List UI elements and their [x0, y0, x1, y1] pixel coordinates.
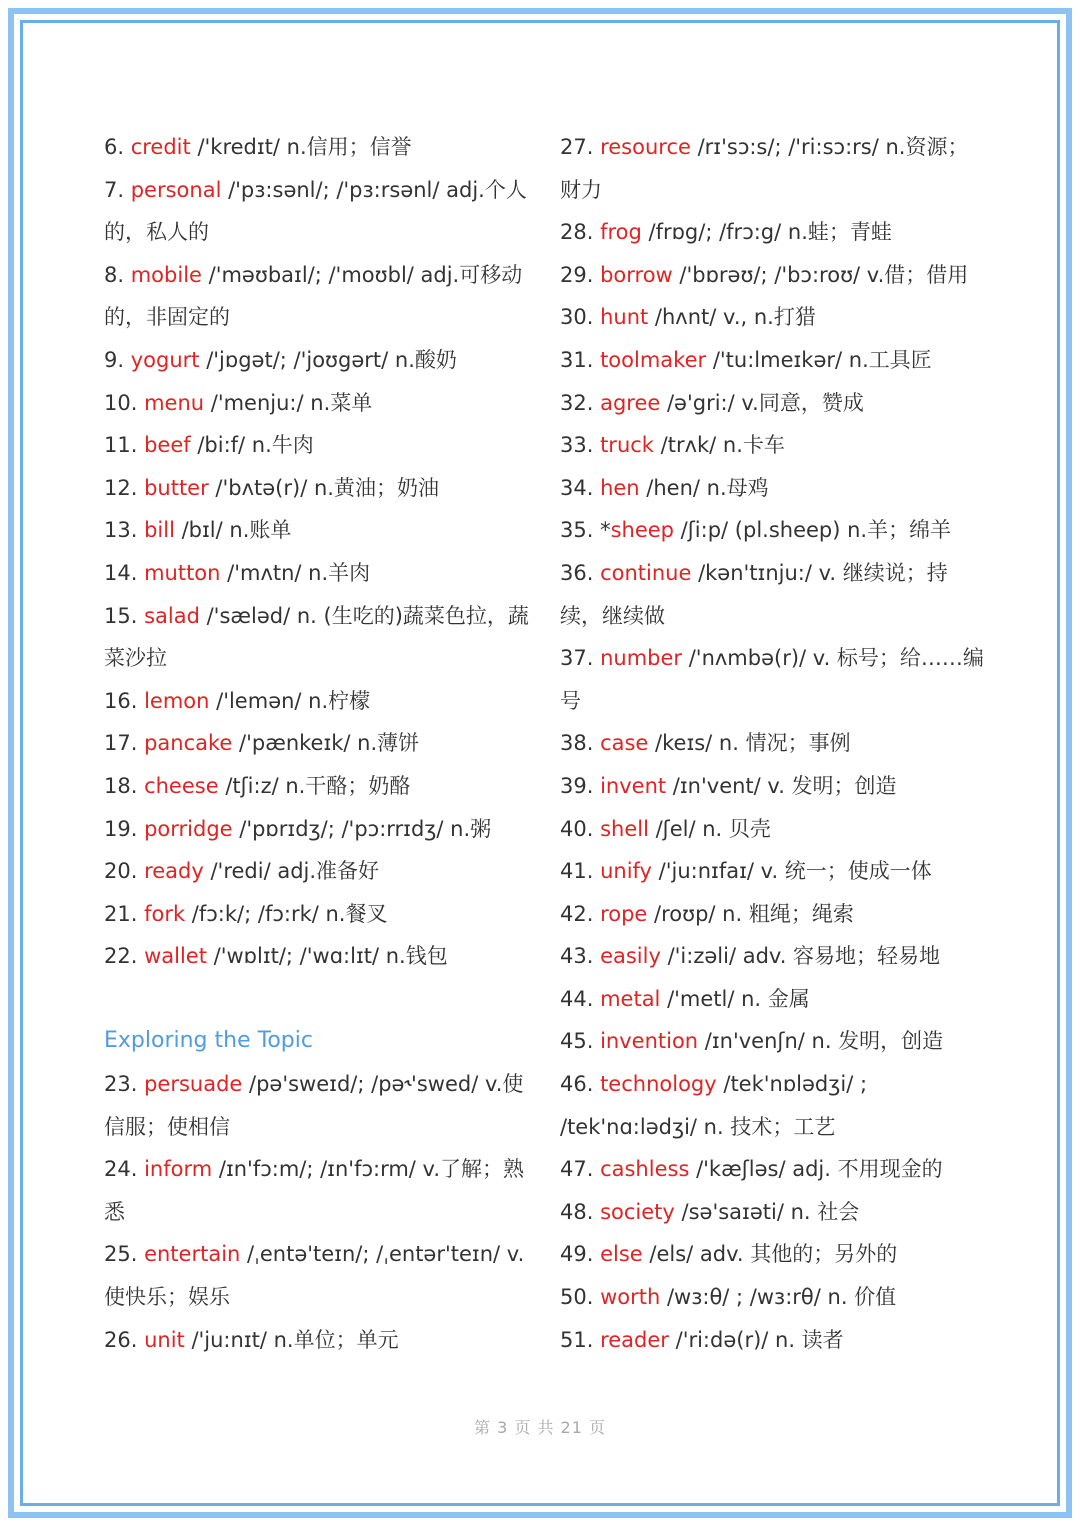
entry-definition: /ɪn'venʃn/ n. 发明，创造 — [698, 1029, 944, 1054]
vocab-word: bill — [144, 518, 175, 543]
entry-definition: /ʃel/ n. 贝壳 — [648, 816, 771, 841]
vocab-word: continue — [600, 560, 692, 585]
vocab-entry — [104, 893, 529, 936]
vocab-entry — [104, 382, 529, 425]
vocab-entry — [560, 1020, 985, 1063]
entry-definition: /'pɒrɪdʒ/; /'pɔ:rrɪdʒ/ n.粥 — [232, 816, 492, 841]
right-column — [560, 126, 985, 1361]
vocab-word: agree — [600, 390, 661, 415]
section-heading: Exploring the Topic — [104, 1028, 313, 1054]
entry-number: 29. — [560, 262, 601, 287]
entry-number: 39. — [560, 773, 601, 798]
vocab-entry — [560, 211, 985, 254]
entry-definition: /'tu:lmeɪkər/ n.工具匠 — [706, 347, 932, 372]
vocab-word: society — [600, 1199, 675, 1224]
vocab-word: metal — [600, 986, 661, 1011]
entry-number: 7. — [104, 177, 131, 202]
vocab-word: mobile — [130, 262, 202, 287]
vocab-entry — [560, 935, 985, 978]
vocab-entry — [104, 680, 529, 723]
entry-number: 14. — [104, 560, 145, 585]
vocab-entry — [560, 765, 985, 808]
entry-number: 38. — [560, 731, 601, 756]
vocab-entry — [560, 296, 985, 339]
entry-definition: /bi:f/ n.牛肉 — [190, 433, 314, 458]
vocab-word: frog — [600, 220, 642, 245]
page-number: 第 3 页 共 21 页 — [474, 1418, 606, 1437]
vocab-word: cheese — [144, 773, 219, 798]
vocab-entry — [560, 1191, 985, 1234]
vocab-entry — [104, 1148, 529, 1233]
vocab-entry — [104, 595, 529, 680]
entry-definition: /'i:zəli/ adv. 容易地；轻易地 — [660, 944, 941, 969]
entry-definition: /'metl/ n. 金属 — [660, 986, 810, 1011]
entry-number: 24. — [104, 1157, 145, 1182]
vocab-word: lemon — [144, 688, 210, 713]
vocab-word: entertain — [144, 1242, 241, 1267]
entry-number: 25. — [104, 1242, 145, 1267]
vocab-word: rope — [600, 901, 648, 926]
entry-definition: /'kæʃləs/ adj. 不用现金的 — [689, 1157, 943, 1182]
vocab-entry — [560, 1148, 985, 1191]
entry-number: 46. — [560, 1072, 601, 1097]
entry-definition: /roʊp/ n. 粗绳；绳索 — [647, 901, 854, 926]
vocab-entry — [104, 1233, 529, 1318]
entry-number: 44. — [560, 986, 601, 1011]
entry-number: 50. — [560, 1285, 601, 1310]
vocab-word: technology — [600, 1072, 717, 1097]
entry-number: 21. — [104, 901, 145, 926]
vocab-word: toolmaker — [600, 347, 707, 372]
entry-definition: /'ju:nɪt/ n.单位；单元 — [184, 1327, 399, 1352]
vocab-entry — [560, 1276, 985, 1319]
vocab-entry — [104, 935, 529, 978]
entry-definition: /'məʊbaɪl/; /'moʊbl/ adj.可移动的，非固定的 — [104, 262, 523, 330]
vocab-entry — [560, 637, 985, 722]
vocab-word: persuade — [144, 1072, 243, 1097]
entry-number: 11. — [104, 433, 145, 458]
entry-definition: /'menju:/ n.菜单 — [204, 390, 373, 415]
entry-definition: /'jɒgət/; /'joʊgərt/ n.酸奶 — [199, 347, 457, 372]
vocab-word: number — [600, 646, 683, 671]
entry-definition: /'pænkeɪk/ n.薄饼 — [232, 731, 420, 756]
entry-number: 18. — [104, 773, 145, 798]
entry-number: 22. — [104, 944, 145, 969]
left-column — [104, 126, 529, 1361]
entry-definition: /kən'tɪnju:/ v. 继续说；持续，继续做 — [560, 560, 948, 628]
entry-definition: /rɪ'sɔ:s/; /'ri:sɔ:rs/ n.资源；财力 — [560, 135, 969, 202]
vocab-entry — [560, 1233, 985, 1276]
entry-number: 19. — [104, 816, 145, 841]
vocab-entry — [560, 978, 985, 1021]
entry-number: 16. — [104, 688, 145, 713]
entry-number: 45. — [560, 1029, 601, 1054]
vocab-word: resource — [600, 135, 691, 159]
vocab-entry — [104, 722, 529, 765]
entry-number: 27. — [560, 135, 601, 159]
section-spacer — [104, 978, 529, 1021]
vocab-word: credit — [130, 135, 191, 159]
vocab-word: hunt — [600, 305, 649, 330]
vocab-entry — [560, 552, 985, 637]
vocab-word: hen — [600, 475, 640, 500]
vocab-word: salad — [144, 603, 200, 628]
entry-definition: /els/ adv. 其他的；另外的 — [642, 1242, 898, 1267]
entry-definition: /ʃi:p/ (pl.sheep) n.羊；绵羊 — [674, 518, 952, 543]
vocab-entry — [560, 850, 985, 893]
vocab-entry — [560, 1319, 985, 1362]
entry-definition: /'ri:də(r)/ n. 读者 — [668, 1327, 844, 1352]
entry-definition: /tʃi:z/ n.干酪；奶酪 — [218, 773, 411, 798]
vocab-word: unify — [600, 859, 652, 884]
vocab-word: worth — [600, 1285, 661, 1310]
entry-definition: /fɔ:k/; /fɔ:rk/ n.餐叉 — [185, 901, 388, 926]
vocab-entry — [560, 424, 985, 467]
entry-definition: /'wɒlɪt/; /'wɑ:lɪt/ n.钱包 — [206, 944, 448, 969]
vocab-entry — [104, 126, 529, 169]
entry-definition: /hen/ n.母鸡 — [639, 475, 769, 500]
entry-number: 33. — [560, 433, 601, 458]
entry-definition: /'sæləd/ n. (生吃的)蔬菜色拉，蔬菜沙拉 — [104, 603, 529, 671]
vocab-word: easily — [600, 944, 661, 969]
entry-definition: /keɪs/ n. 情况；事例 — [648, 731, 851, 756]
vocab-word: truck — [600, 433, 654, 458]
entry-number: 31. — [560, 347, 601, 372]
vocab-list-part-2 — [104, 1063, 529, 1361]
entry-number: 28. — [560, 220, 601, 245]
vocab-entry — [560, 254, 985, 297]
entry-number: 41. — [560, 859, 601, 884]
vocab-entry — [560, 467, 985, 510]
vocab-word: invent — [600, 773, 667, 798]
entry-number: 17. — [104, 731, 145, 756]
entry-number: 34. — [560, 475, 601, 500]
vocab-entry — [104, 552, 529, 595]
entry-number: 23. — [104, 1072, 145, 1097]
entry-definition: /frɒg/; /frɔ:g/ n.蛙；青蛙 — [641, 220, 892, 245]
entry-number: 37. — [560, 646, 601, 671]
entry-definition: /'redi/ adj.准备好 — [203, 859, 380, 884]
entry-definition: /sə'saɪəti/ n. 社会 — [674, 1199, 860, 1224]
vocab-entry — [560, 382, 985, 425]
entry-number: 36. — [560, 560, 601, 585]
vocab-entry — [104, 850, 529, 893]
entry-number: 43. — [560, 944, 601, 969]
vocab-entry — [560, 509, 985, 552]
entry-number: 9. — [104, 347, 131, 372]
entry-number: 47. — [560, 1157, 601, 1182]
entry-definition: /'nʌmbə(r)/ v. 标号；给……编号 — [560, 646, 984, 713]
entry-definition: /ɪn'fɔ:m/; /ɪn'fɔ:rm/ v.了解；熟悉 — [104, 1157, 525, 1224]
entry-definition: /'mʌtn/ n.羊肉 — [220, 560, 371, 585]
entry-definition: /ə'gri:/ v.同意，赞成 — [660, 390, 864, 415]
entry-number: 12. — [104, 475, 145, 500]
vocab-word: cashless — [600, 1157, 690, 1182]
vocab-entry — [104, 808, 529, 851]
entry-definition: /wɜ:θ/ ; /wɜ:rθ/ n. 价值 — [660, 1285, 897, 1310]
vocab-word: fork — [144, 901, 186, 926]
entry-definition: /pə'sweɪd/; /pə˞'swed/ v.使信服；使相信 — [104, 1072, 524, 1139]
entry-definition: /'lemən/ n.柠檬 — [209, 688, 371, 713]
vocab-entry — [560, 722, 985, 765]
vocab-entry — [560, 1063, 985, 1148]
vocab-word: borrow — [600, 262, 673, 287]
vocab-entry — [104, 1063, 529, 1148]
entry-definition: /'bɒrəʊ/; /'bɔ:roʊ/ v.借；借用 — [672, 262, 969, 287]
entry-definition: /trʌk/ n.卡车 — [653, 433, 785, 458]
vocab-word: porridge — [144, 816, 233, 841]
vocab-word: pancake — [144, 731, 233, 756]
entry-number: 6. — [104, 135, 131, 159]
entry-number: 49. — [560, 1242, 601, 1267]
vocab-entry — [560, 126, 985, 211]
vocab-word: butter — [144, 475, 209, 500]
vocab-word: wallet — [144, 944, 207, 969]
vocab-word: yogurt — [130, 347, 200, 372]
vocab-word: mutton — [144, 560, 221, 585]
vocab-word: invention — [600, 1029, 699, 1054]
vocab-word: reader — [600, 1327, 669, 1352]
vocab-list-part-1 — [104, 126, 529, 978]
vocab-entry — [560, 808, 985, 851]
vocab-entry — [104, 765, 529, 808]
vocab-word: shell — [600, 816, 649, 841]
vocab-list-part-3 — [560, 126, 985, 1361]
entry-number: 15. — [104, 603, 145, 628]
vocab-word: sheep — [610, 518, 674, 543]
entry-number: 10. — [104, 390, 145, 415]
vocab-word: else — [600, 1242, 643, 1267]
entry-number: 35. * — [560, 518, 611, 543]
vocab-word: personal — [130, 177, 222, 202]
entry-number: 30. — [560, 305, 601, 330]
vocab-entry — [104, 467, 529, 510]
vocab-entry — [560, 339, 985, 382]
vocab-word: inform — [144, 1157, 213, 1182]
entry-number: 13. — [104, 518, 145, 543]
entry-definition: /bɪl/ n.账单 — [174, 518, 292, 543]
entry-number: 40. — [560, 816, 601, 841]
vocab-entry — [104, 254, 529, 339]
entry-number: 26. — [104, 1327, 145, 1352]
vocab-entry — [560, 893, 985, 936]
entry-definition: /hʌnt/ v., n.打猎 — [648, 305, 816, 330]
entry-number: 48. — [560, 1199, 601, 1224]
entry-definition: /'bʌtə(r)/ n.黄油；奶油 — [208, 475, 439, 500]
vocab-entry — [104, 169, 529, 254]
entry-definition: /'kredɪt/ n.信用；信誉 — [190, 135, 412, 159]
vocab-entry — [104, 339, 529, 382]
vocab-entry — [104, 424, 529, 467]
entry-definition: /tek'nɒlədʒi/ ; /tek'nɑ:lədʒi/ n. 技术；工艺 — [560, 1072, 868, 1139]
vocab-word: unit — [144, 1327, 185, 1352]
vocab-word: ready — [144, 859, 204, 884]
entry-number: 8. — [104, 262, 131, 287]
vocab-entry — [104, 509, 529, 552]
vocab-entry — [104, 1319, 529, 1362]
vocab-word: beef — [144, 433, 191, 458]
entry-number: 32. — [560, 390, 601, 415]
vocab-word: case — [600, 731, 649, 756]
entry-number: 42. — [560, 901, 601, 926]
vocab-word: menu — [144, 390, 205, 415]
entry-definition: /'pɜ:sənl/; /'pɜ:rsənl/ adj.个人的，私人的 — [104, 177, 527, 245]
entry-definition: /'ju:nɪfaɪ/ v. 统一；使成一体 — [651, 859, 932, 884]
entry-definition: /ɪn'vent/ v. 发明；创造 — [666, 773, 897, 798]
entry-number: 51. — [560, 1327, 601, 1352]
entry-number: 20. — [104, 859, 145, 884]
entry-definition: /ˌentə'teɪn/; /ˌentər'teɪn/ v.使快乐；娱乐 — [104, 1242, 525, 1310]
